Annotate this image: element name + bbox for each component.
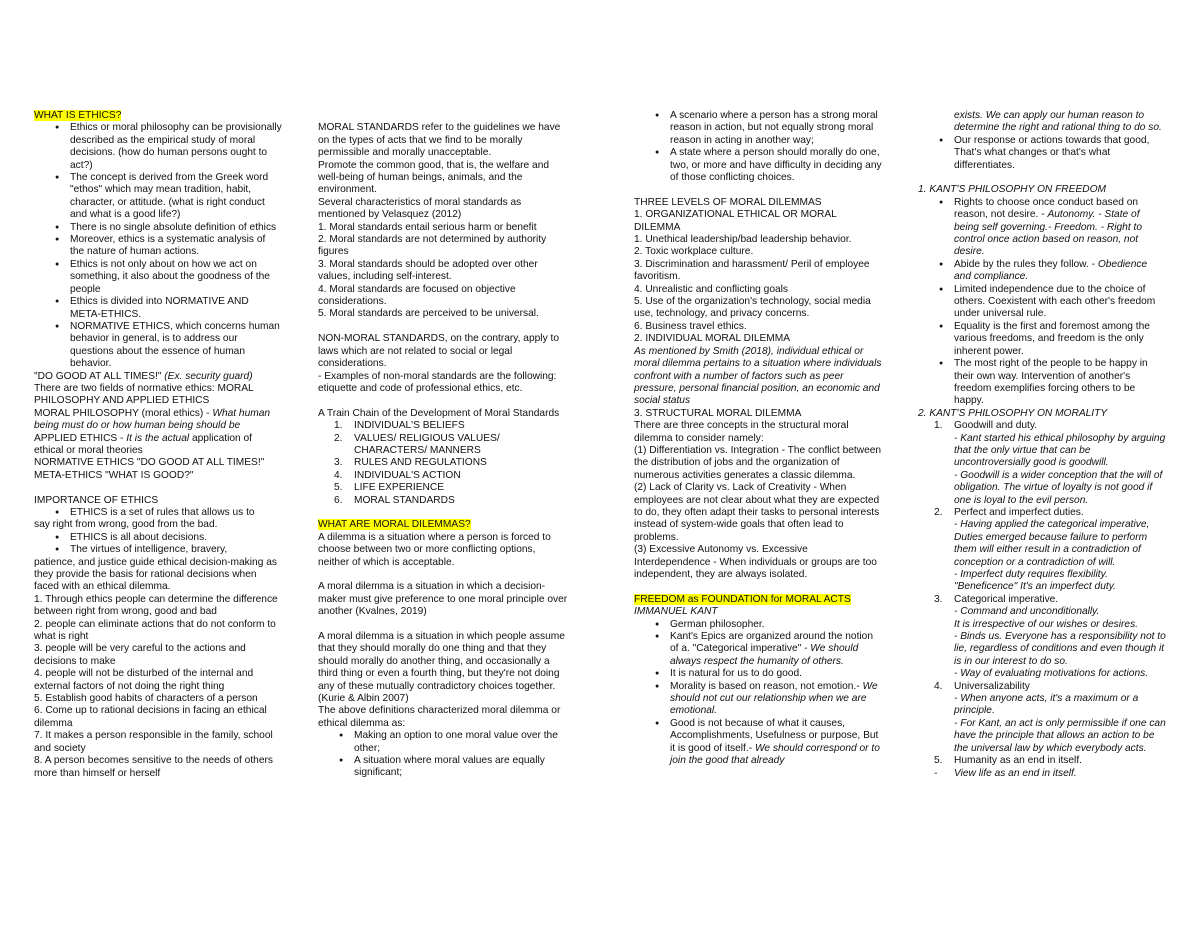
list-item: 2. Perfect and imperfect duties. - Having applied the categorical imperative, Duties emerged because failure to perform them will either result in a contradiction of conception or a contradiction of will. - Imperfect duty requires flexibility. "Beneficence" It's an imperfect duty. xyxy=(934,506,1150,593)
list-item: 5. Use of the organization's technology, social media use, technology, and privacy concerns. xyxy=(634,296,871,320)
list-item: 2. Moral standards are not determined by authority figures xyxy=(318,234,547,258)
list-item: ● ETHICS is all about decisions. xyxy=(34,532,282,544)
ethics-definition-list xyxy=(34,122,282,370)
list-item: 3. Discrimination and harassment/ Peril of employee favoritism. xyxy=(634,258,870,283)
dilemma-definition: A moral dilemma is a situation in which people assume that they should morally do one thing and that they should morally do another thing, and occasionally a third thing or even a fourth thing, but they're not doing any of these mutually contradictory choices together. (Kurie & Albin 2007) xyxy=(318,630,565,704)
do-good-line: "DO GOOD AT ALL TIMES!" (Ex. security guard) xyxy=(34,370,253,382)
column-4 xyxy=(918,110,1166,780)
continued-text: exists. We can apply our human reason to determine the right and rational thing to do so. xyxy=(954,110,1162,134)
list-item: ● The most right of the people to be happy in their own way. Intervention of another's freedom exemplifies forcing others to be happy. xyxy=(918,358,1166,408)
list-item: ● Morality is based on reason, not emotion.- We should not cut our relationship when we are emotional. xyxy=(634,681,884,718)
list-item: (1) Differentiation vs. Integration - The conflict between the distribution of jobs and the organization of numerous activities generates a classic dilemma. xyxy=(634,444,882,481)
list-item: 6. Business travel ethics. xyxy=(634,320,747,332)
list-item: ● Ethics is divided into NORMATIVE AND META-ETHICS. xyxy=(34,296,282,321)
list-item: 5. Humanity as an end in itself. xyxy=(934,755,1082,767)
list-item: 7. It makes a person responsible in the family, school and society xyxy=(34,730,273,754)
list-item: (3) Excessive Autonomy vs. Excessive Interdependence - When individuals or groups are too independent, they are always isolated. xyxy=(634,544,877,581)
list-item: ● A situation where moral values are equally significant; xyxy=(318,755,568,780)
moral-dilemmas-heading: WHAT ARE MORAL DILEMMAS? xyxy=(318,519,471,531)
list-item: ● Ethics is not only about on how we act on something, it also about the goodness of the people xyxy=(34,259,282,296)
kant-list xyxy=(634,619,884,768)
applied-ethics-text: APPLIED ETHICS - It is the actual application of ethical or moral theories xyxy=(34,432,253,456)
list-item: ● A scenario where a person has a strong moral reason in action, but not equally strong moral reason in acting in another way; xyxy=(634,110,884,147)
list-item: ● There is no single absolute definition of ethics xyxy=(34,222,282,234)
dilemma-definition: A dilemma is a situation where a person is forced to choose between two or more conflicting options, neither of which is acceptable. xyxy=(318,531,551,568)
moral-philosophy-text: MORAL PHILOSOPHY (moral ethics) - What human being must do or how human being should be xyxy=(34,407,271,432)
list-item: 4. Unrealistic and conflicting goals xyxy=(634,283,789,295)
list-item: ● A state where a person should morally do one, two, or more and have difficulty in deciding any of those conflicting choices. xyxy=(634,147,884,184)
list-item: ● German philosopher. xyxy=(634,619,884,631)
list-item: 3. people will be very careful to the actions and decisions to make xyxy=(34,643,246,667)
individual-dilemma-text: As mentioned by Smith (2018), individual ethical or moral dilemma pertains to a situation where individuals confront with a number of factors such as peer pressure, personal financial position, an economic and social status xyxy=(634,345,882,407)
column-1 xyxy=(34,110,282,780)
column-2 xyxy=(318,110,568,780)
list-item: 6. MORAL STANDARDS xyxy=(334,494,455,506)
list-item: ● Ethics or moral philosophy can be provisionally described as the empirical study of moral decisions. (how do human persons ought to act?) xyxy=(34,122,282,172)
list-item: ● Abide by the rules they follow. - Obedience and compliance. xyxy=(918,259,1166,284)
dilemma-definition: A moral dilemma is a situation in which a decision-maker must give preference to one moral principle over another (Kvalnes, 2019) xyxy=(318,581,568,618)
non-moral-standards-text: NON-MORAL STANDARDS, on the contrary, apply to laws which are not related to social or legal considerations. xyxy=(318,333,559,370)
list-item: ● Good is not because of what it causes, Accomplishments, Usefulness or purpose, But it is good of itself.- We should correspond or to join the good that already xyxy=(634,718,884,768)
examples-text: - Examples of non-moral standards are the following: etiquette and code of professional ethics, etc. xyxy=(318,370,557,394)
structural-intro: There are three concepts in the structural moral dilemma to consider namely: xyxy=(634,420,849,444)
list-item: ● ETHICS is a set of rules that allows us to xyxy=(34,507,282,519)
promote-text: Promote the common good, that is, the welfare and well-being of human beings, animals, and the environment. xyxy=(318,159,550,196)
list-item: 6. Come up to rational decisions in facing an ethical dilemma xyxy=(34,705,267,729)
morality-list xyxy=(918,420,1166,767)
list-item: 8. A person becomes sensitive to the needs of others more than himself or herself xyxy=(34,755,273,779)
moral-standards-text: MORAL STANDARDS refer to the guidelines we have on the types of acts that we find to be morally permissible and morally unacceptable. xyxy=(318,122,561,159)
kant-morality-heading: 2. KANT'S PHILOSOPHY ON MORALITY xyxy=(918,407,1108,419)
list-item: 3. Categorical imperative. - Command and unconditionally. It is irrespective of our wishes or desires. - Binds us. Everyone has a responsibility not to lie, regardless of conditions and even though it is in our interest to do so. - Way of evaluating motivations for actions. xyxy=(934,593,1166,680)
list-item: 1. Moral standards entail serious harm or benefit xyxy=(318,221,537,233)
list-item: 3. RULES AND REGULATIONS xyxy=(334,457,487,469)
importance-heading: IMPORTANCE OF ETHICS xyxy=(34,494,159,506)
list-item: ● The concept is derived from the Greek word "ethos" which may mean tradition, habit, character, or attitude. (what is right conduct and what is a good life?) xyxy=(34,172,282,222)
list-item: 1. Through ethics people can determine the difference between right from wrong, good and bad xyxy=(34,593,278,618)
list-item: ● Our response or actions towards that good, That's what changes or that's what differentiates. xyxy=(918,135,1166,172)
list-item: 4. Moral standards are focused on objective considerations. xyxy=(318,283,516,308)
list-item: (2) Lack of Clarity vs. Lack of Creativity - When employees are not clear about what they are expected to do, they often adapt their tasks to personal interests instead of system-wide goals that often lead to problems. xyxy=(634,482,880,543)
what-is-ethics-heading: WHAT IS ETHICS? xyxy=(34,110,122,121)
list-item: 2. Toxic workplace culture. xyxy=(634,246,754,258)
list-item: 2. VALUES/ RELIGIOUS VALUES/ CHARACTERS/ MANNERS xyxy=(334,432,500,456)
characteristics-intro: Several characteristics of moral standards as mentioned by Velasquez (2012) xyxy=(318,196,522,221)
two-fields-text: There are two fields of normative ethics: MORAL PHILOSOPHY AND APPLIED ETHICS xyxy=(34,382,254,407)
list-item: ● Kant's Epics are organized around the notion of a. "Categorical imperative" - We should always respect the humanity of others. xyxy=(634,631,884,668)
list-item: ● Rights to choose once conduct based on reason, not desire. - Autonomy. - State of being self governing.- Freedom. - Right to control once action based on reason, not desire. xyxy=(918,197,1166,259)
normative-ethics-text: NORMATIVE ETHICS "DO GOOD AT ALL TIMES!" xyxy=(34,457,265,469)
list-item: 2. people can eliminate actions that do not conform to what is right xyxy=(34,618,276,643)
kant-freedom-heading: 1. KANT'S PHILOSOPHY ON FREEDOM xyxy=(918,184,1107,196)
dilemma-definition: The above definitions characterized moral dilemma or ethical dilemma as: xyxy=(318,705,561,729)
list-item: ● Making an option to one moral value over the other; xyxy=(318,730,568,755)
levels-heading: THREE LEVELS OF MORAL DILEMMAS xyxy=(634,196,822,208)
list-item: 5. LIFE EXPERIENCE xyxy=(334,482,445,494)
list-item: 4. INDIVIDUAL'S ACTION xyxy=(334,469,461,481)
list-item: - View life as an end in itself. xyxy=(934,767,1077,779)
list-item: 5. Establish good habits of characters of a person xyxy=(34,693,258,705)
organizational-dilemma-heading: 1. ORGANIZATIONAL ETHICAL OR MORAL DILEMMA xyxy=(634,209,837,233)
list-item: ● It is natural for us to do good. xyxy=(634,668,884,680)
individual-dilemma-heading: 2. INDIVIDUAL MORAL DILEMMA xyxy=(634,333,791,345)
train-chain-heading: A Train Chain of the Development of Moral Standards xyxy=(318,407,560,419)
list-item: 5. Moral standards are perceived to be universal. xyxy=(318,308,539,320)
structural-dilemma-heading: 3. STRUCTURAL MORAL DILEMMA xyxy=(634,407,802,419)
list-item: 4. Universalizability - When anyone acts, it's a maximum or a principle. - For Kant, an act is only permissible if one can have the principle that allows an action to be the universal law by which everybody acts. xyxy=(934,680,1166,754)
list-item: ● Moreover, ethics is a systematic analysis of the nature of human actions. xyxy=(34,234,282,259)
freedom-list xyxy=(918,197,1166,408)
list-item: 4. people will not be disturbed of the internal and external factors of not doing the right thing xyxy=(34,668,254,692)
freedom-foundation-heading: FREEDOM as FOUNDATION for MORAL ACTS xyxy=(634,593,851,605)
meta-ethics-text: META-ETHICS "WHAT IS GOOD?" xyxy=(34,469,194,481)
list-item: ● Limited independence due to the choice of others. Coexistent with each other's freedom under universal rule. xyxy=(918,284,1166,321)
list-item: ● The virtues of intelligence, bravery, xyxy=(34,544,282,556)
kant-name: IMMANUEL KANT xyxy=(634,606,718,618)
list-item: 1. Goodwill and duty. - Kant started his ethical philosophy by arguing that the only virtue that can be uncontroversially good is goodwill. - Goodwill is a wider conception that the will of obligation. The virtue of loyalty is not good if one is loyal to the evil person. xyxy=(934,420,1166,506)
importance-text: patience, and justice guide ethical decision-making as they provide the basis for rational decisions when faced with an ethical dilemma. xyxy=(34,556,277,593)
list-item: 3. Moral standards should be adopted over other values, including self-interest. xyxy=(318,258,538,283)
importance-text: say right from wrong, good from the bad. xyxy=(34,519,218,531)
list-item: 1. INDIVIDUAL'S BELIEFS xyxy=(334,420,465,432)
list-item: ● NORMATIVE ETHICS, which concerns human behavior in general, is to address our questions about the essence of human behavior. xyxy=(34,321,282,371)
list-item: ● Equality is the first and foremost among the various freedoms, and freedom is the only inherent power. xyxy=(918,321,1166,358)
train-chain-list xyxy=(318,420,568,507)
column-3 xyxy=(634,110,884,768)
list-item: 1. Unethical leadership/bad leadership behavior. xyxy=(634,234,852,246)
